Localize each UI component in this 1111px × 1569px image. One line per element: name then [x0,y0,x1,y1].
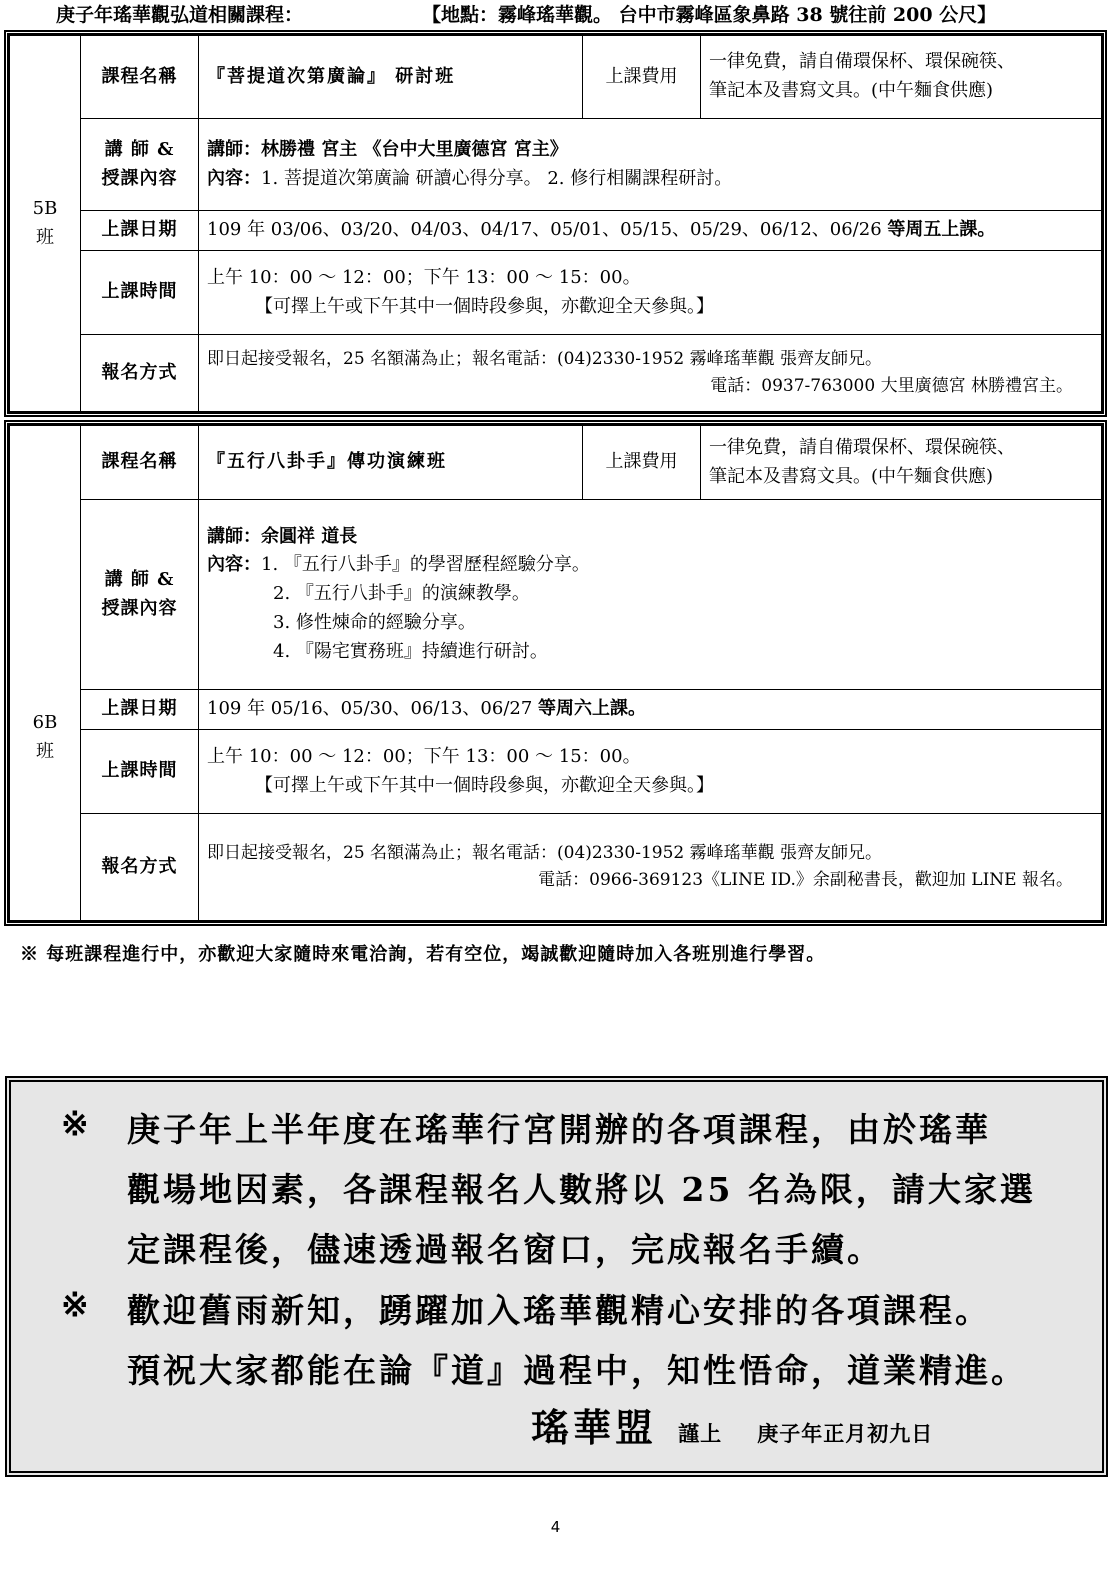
time-row [10,730,1102,814]
time-line-1: 上午 10：00 ～ 12：00；下午 13：00 ～ 15：00。 [207,266,641,288]
instructor-label-line-2: 授課內容 [101,597,178,619]
instructor-label-line-2: 授課內容 [101,167,178,189]
registration-line-2: 電話：0966-369123《LINE ID.》余副秘書長，歡迎加 LINE 報名。 [538,870,1073,890]
time-line-2: 【可擇上午或下午其中一個時段參與，亦歡迎全天參與。】 [255,295,714,317]
instructor-content [199,500,1102,690]
registration-label: 報名方式 [81,814,199,921]
time-label: 上課時間 [81,730,199,814]
notice-mark-2: ※ [61,1285,89,1324]
class-5b-table [9,35,1102,412]
time-line-2: 【可擇上午或下午其中一個時段參與，亦歡迎全天參與。】 [255,774,714,796]
content-item-2: 2. 『五行八卦手』的演練教學。 [273,583,530,605]
registration-row [10,814,1102,921]
notice-line-4: 歡迎舊雨新知，踴躍加入瑤華觀精心安排的各項課程。 [127,1291,991,1330]
notice-mark-1: ※ [61,1104,89,1143]
course-title: 『五行八卦手』傳功演練班 [199,426,583,500]
class-6b-section [4,420,1107,926]
date-content [199,690,1102,730]
notice-line-3: 定課程後，儘速透過報名窗口，完成報名手續。 [127,1230,883,1269]
registration-label: 報名方式 [81,335,199,412]
class-code: 5B [32,197,58,219]
notice-line-5: 預祝大家都能在論『道』過程中，知性悟命，道業精進。 [127,1351,1027,1390]
signature-org: 瑤華盟 [531,1405,658,1450]
course-name-label: 課程名稱 [81,36,199,119]
notice-box [5,1076,1108,1477]
instructor-label-line-1: 講 師 & [104,568,175,590]
page-header [0,0,1111,30]
signature-date: 庚子年正月初九日 [757,1421,934,1446]
content-item-1: 1. 『五行八卦手』的學習歷程經驗分享。 [261,554,590,576]
instructor-label-line-1: 講 師 & [104,138,175,160]
registration-content [199,335,1102,412]
notice-line-1: 庚子年上半年度在瑤華行宮開辦的各項課程，由於瑤華 [127,1110,991,1149]
registration-line-2: 電話：0937-763000 大里廣德宮 林勝禮宮主。 [710,376,1073,396]
dates-text: 109 年 05/16、05/30、06/13、06/27 [207,698,533,720]
fee-line-2: 筆記本及書寫文具。(中午麵食供應) [709,465,994,487]
content-label: 內容： [207,167,261,189]
time-row [10,251,1102,335]
content-text: 1. 菩提道次第廣論 研讀心得分享。 2. 修行相關課程研討。 [261,167,733,189]
fee-text [701,36,1102,119]
class-name-cell [10,36,81,412]
content-item-4: 4. 『陽宅實務班』持續進行研討。 [273,640,548,662]
fee-line-2: 筆記本及書寫文具。(中午麵食供應) [709,80,994,101]
signature [531,1397,933,1452]
course-name-row [10,426,1102,500]
course-title: 『菩提道次第廣論』 研討班 [199,36,583,119]
registration-row [10,335,1102,412]
time-label: 上課時間 [81,251,199,335]
date-row [10,211,1102,251]
instructor-content [199,119,1102,211]
page-number: 4 [550,1518,561,1536]
notice-line-2: 觀場地因素，各課程報名人數將以 25 名為限，請大家選 [127,1170,1036,1209]
fee-label: 上課費用 [583,36,701,119]
class-code: 6B [32,712,58,734]
footnote: ※ 每班課程進行中，亦歡迎大家隨時來電洽詢，若有空位，竭誠歡迎隨時加入各班別進行學習。 [20,944,826,965]
course-name-label: 課程名稱 [81,426,199,500]
class-5b-section [4,30,1107,417]
instructor-label [81,500,199,690]
content-line [207,165,1093,194]
time-line-1: 上午 10：00 ～ 12：00；下午 13：00 ～ 15：00。 [207,745,641,767]
instructor-name: 講師：林勝禮 宮主 《台中大里廣德宮 宮主》 [207,138,568,160]
dates-suffix: 等周五上課。 [887,219,996,241]
date-content [199,211,1102,251]
signature-respect: 謹上 [678,1421,723,1446]
date-label: 上課日期 [81,211,199,251]
date-row [10,690,1102,730]
course-name-row [10,36,1102,119]
dates-text: 109 年 03/06、03/20、04/03、04/17、05/01、05/15、05/29、06/12、06/26 [207,219,882,241]
dates-suffix: 等周六上課。 [538,698,647,720]
time-content [199,730,1102,814]
registration-line-1: 即日起接受報名，25 名額滿為止；報名電話：(04)2330-1952 霧峰瑤華觀 張齊友師兄。 [207,348,883,369]
instructor-name: 講師：余圓祥 道長 [207,525,358,547]
class-name-cell [10,426,81,921]
fee-label: 上課費用 [583,426,701,500]
fee-line-1: 一律免費，請自備環保杯、環保碗筷、 [709,51,1015,73]
instructor-row [10,500,1102,690]
instructor-label [81,119,199,211]
instructor-row [10,119,1102,211]
date-label: 上課日期 [81,690,199,730]
header-location: 【地點：霧峰瑤華觀。 台中市霧峰區象鼻路 38 號往前 200 公尺】 [422,4,997,26]
fee-text [701,426,1102,500]
content-line-1 [207,551,1093,580]
fee-line-1: 一律免費，請自備環保杯、環保碗筷、 [709,436,1015,458]
class-suffix: 班 [36,741,54,762]
class-suffix: 班 [36,226,54,248]
content-item-3: 3. 修性煉命的經驗分享。 [273,611,476,633]
registration-content [199,814,1102,921]
registration-line-1: 即日起接受報名，25 名額滿為止；報名電話：(04)2330-1952 霧峰瑤華觀 張齊友師兄。 [207,842,883,863]
time-content [199,251,1102,335]
content-label: 內容： [207,554,261,576]
header-title: 庚子年瑤華觀弘道相關課程： [56,4,304,26]
class-6b-table [9,425,1102,921]
